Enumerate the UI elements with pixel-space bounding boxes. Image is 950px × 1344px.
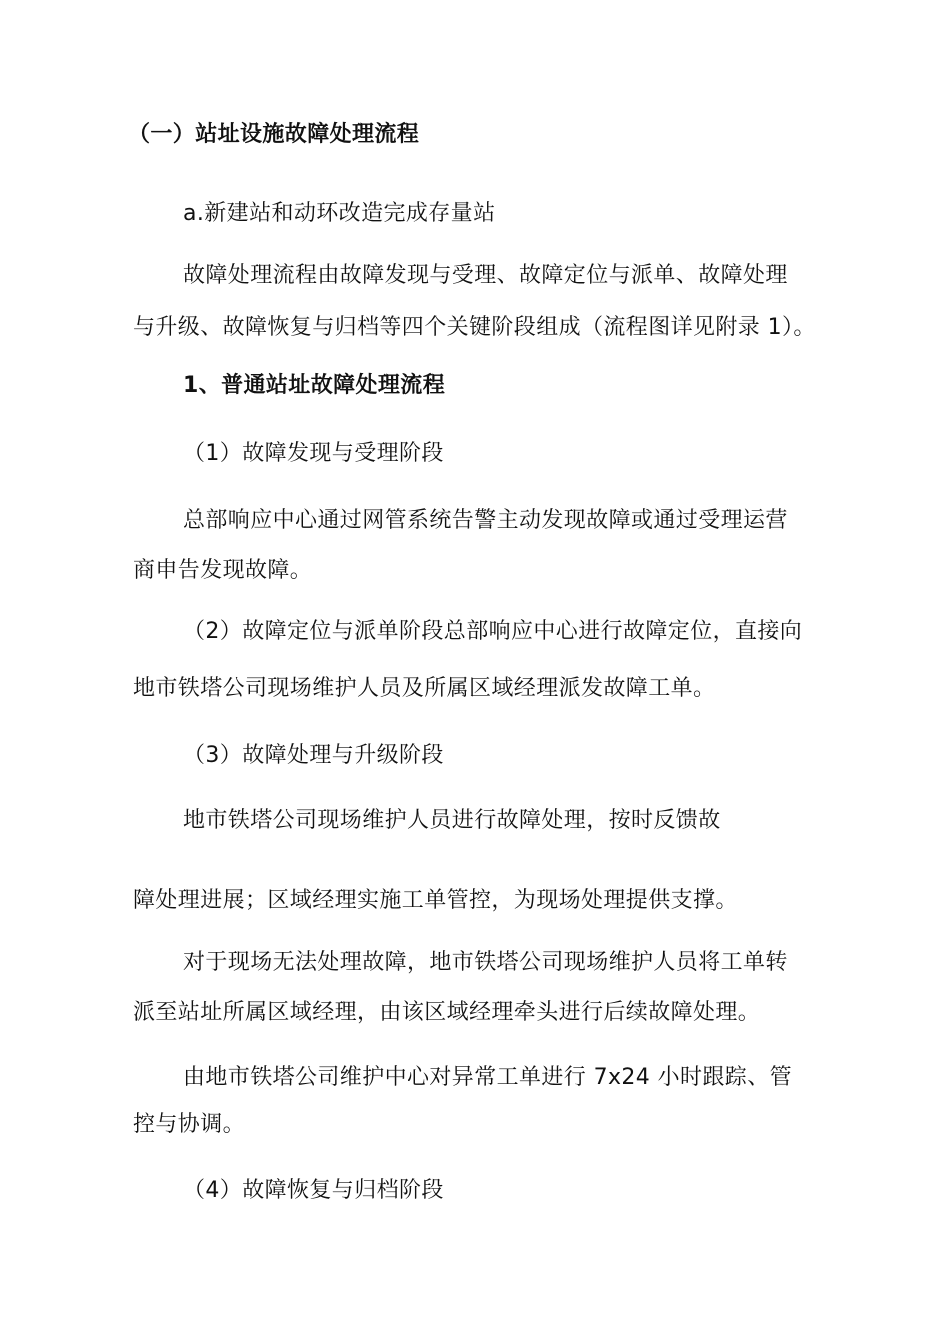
- stage-1-title: （1）故障发现与受理阶段: [183, 441, 444, 466]
- stage-3-title: （3）故障处理与升级阶段: [183, 743, 444, 768]
- stage-3-paragraph-3-line-2: 控与协调。: [133, 1112, 246, 1137]
- section-heading: （一）站址设施故障处理流程: [128, 122, 420, 147]
- stage-3-paragraph-2-line-2: 派至站址所属区域经理，由该区域经理牵头进行后续故障处理。: [133, 1000, 761, 1025]
- stage-3-paragraph-2-line-1: 对于现场无法处理故障，地市铁塔公司现场维护人员将工单转: [183, 950, 788, 975]
- stage-3-paragraph-1-line-2: 障处理进展；区域经理实施工单管控，为现场处理提供支撑。: [133, 888, 738, 913]
- intro-paragraph-line-1: 故障处理流程由故障发现与受理、故障定位与派单、故障处理: [183, 263, 788, 288]
- stage-4-title: （4）故障恢复与归档阶段: [183, 1178, 444, 1203]
- stage-1-body-line-2: 商申告发现故障。: [133, 558, 313, 583]
- stage-2-line-1: （2）故障定位与派单阶段总部响应中心进行故障定位，直接向: [183, 619, 803, 644]
- stage-3-paragraph-3-line-1: 由地市铁塔公司维护中心对异常工单进行 7x24 小时跟踪、管: [183, 1065, 792, 1090]
- intro-paragraph-line-2: 与升级、故障恢复与归档等四个关键阶段组成（流程图详见附录 1）。: [133, 315, 816, 340]
- stage-1-body-line-1: 总部响应中心通过网管系统告警主动发现故障或通过受理运营: [183, 508, 788, 533]
- normal-site-process-heading: 1、普通站址故障处理流程: [183, 373, 446, 398]
- stage-2-line-2: 地市铁塔公司现场维护人员及所属区域经理派发故障工单。: [133, 676, 716, 701]
- subsection-a-heading: a.新建站和动环改造完成存量站: [183, 201, 496, 226]
- stage-3-paragraph-1-line-1: 地市铁塔公司现场维护人员进行故障处理，按时反馈故: [183, 808, 721, 833]
